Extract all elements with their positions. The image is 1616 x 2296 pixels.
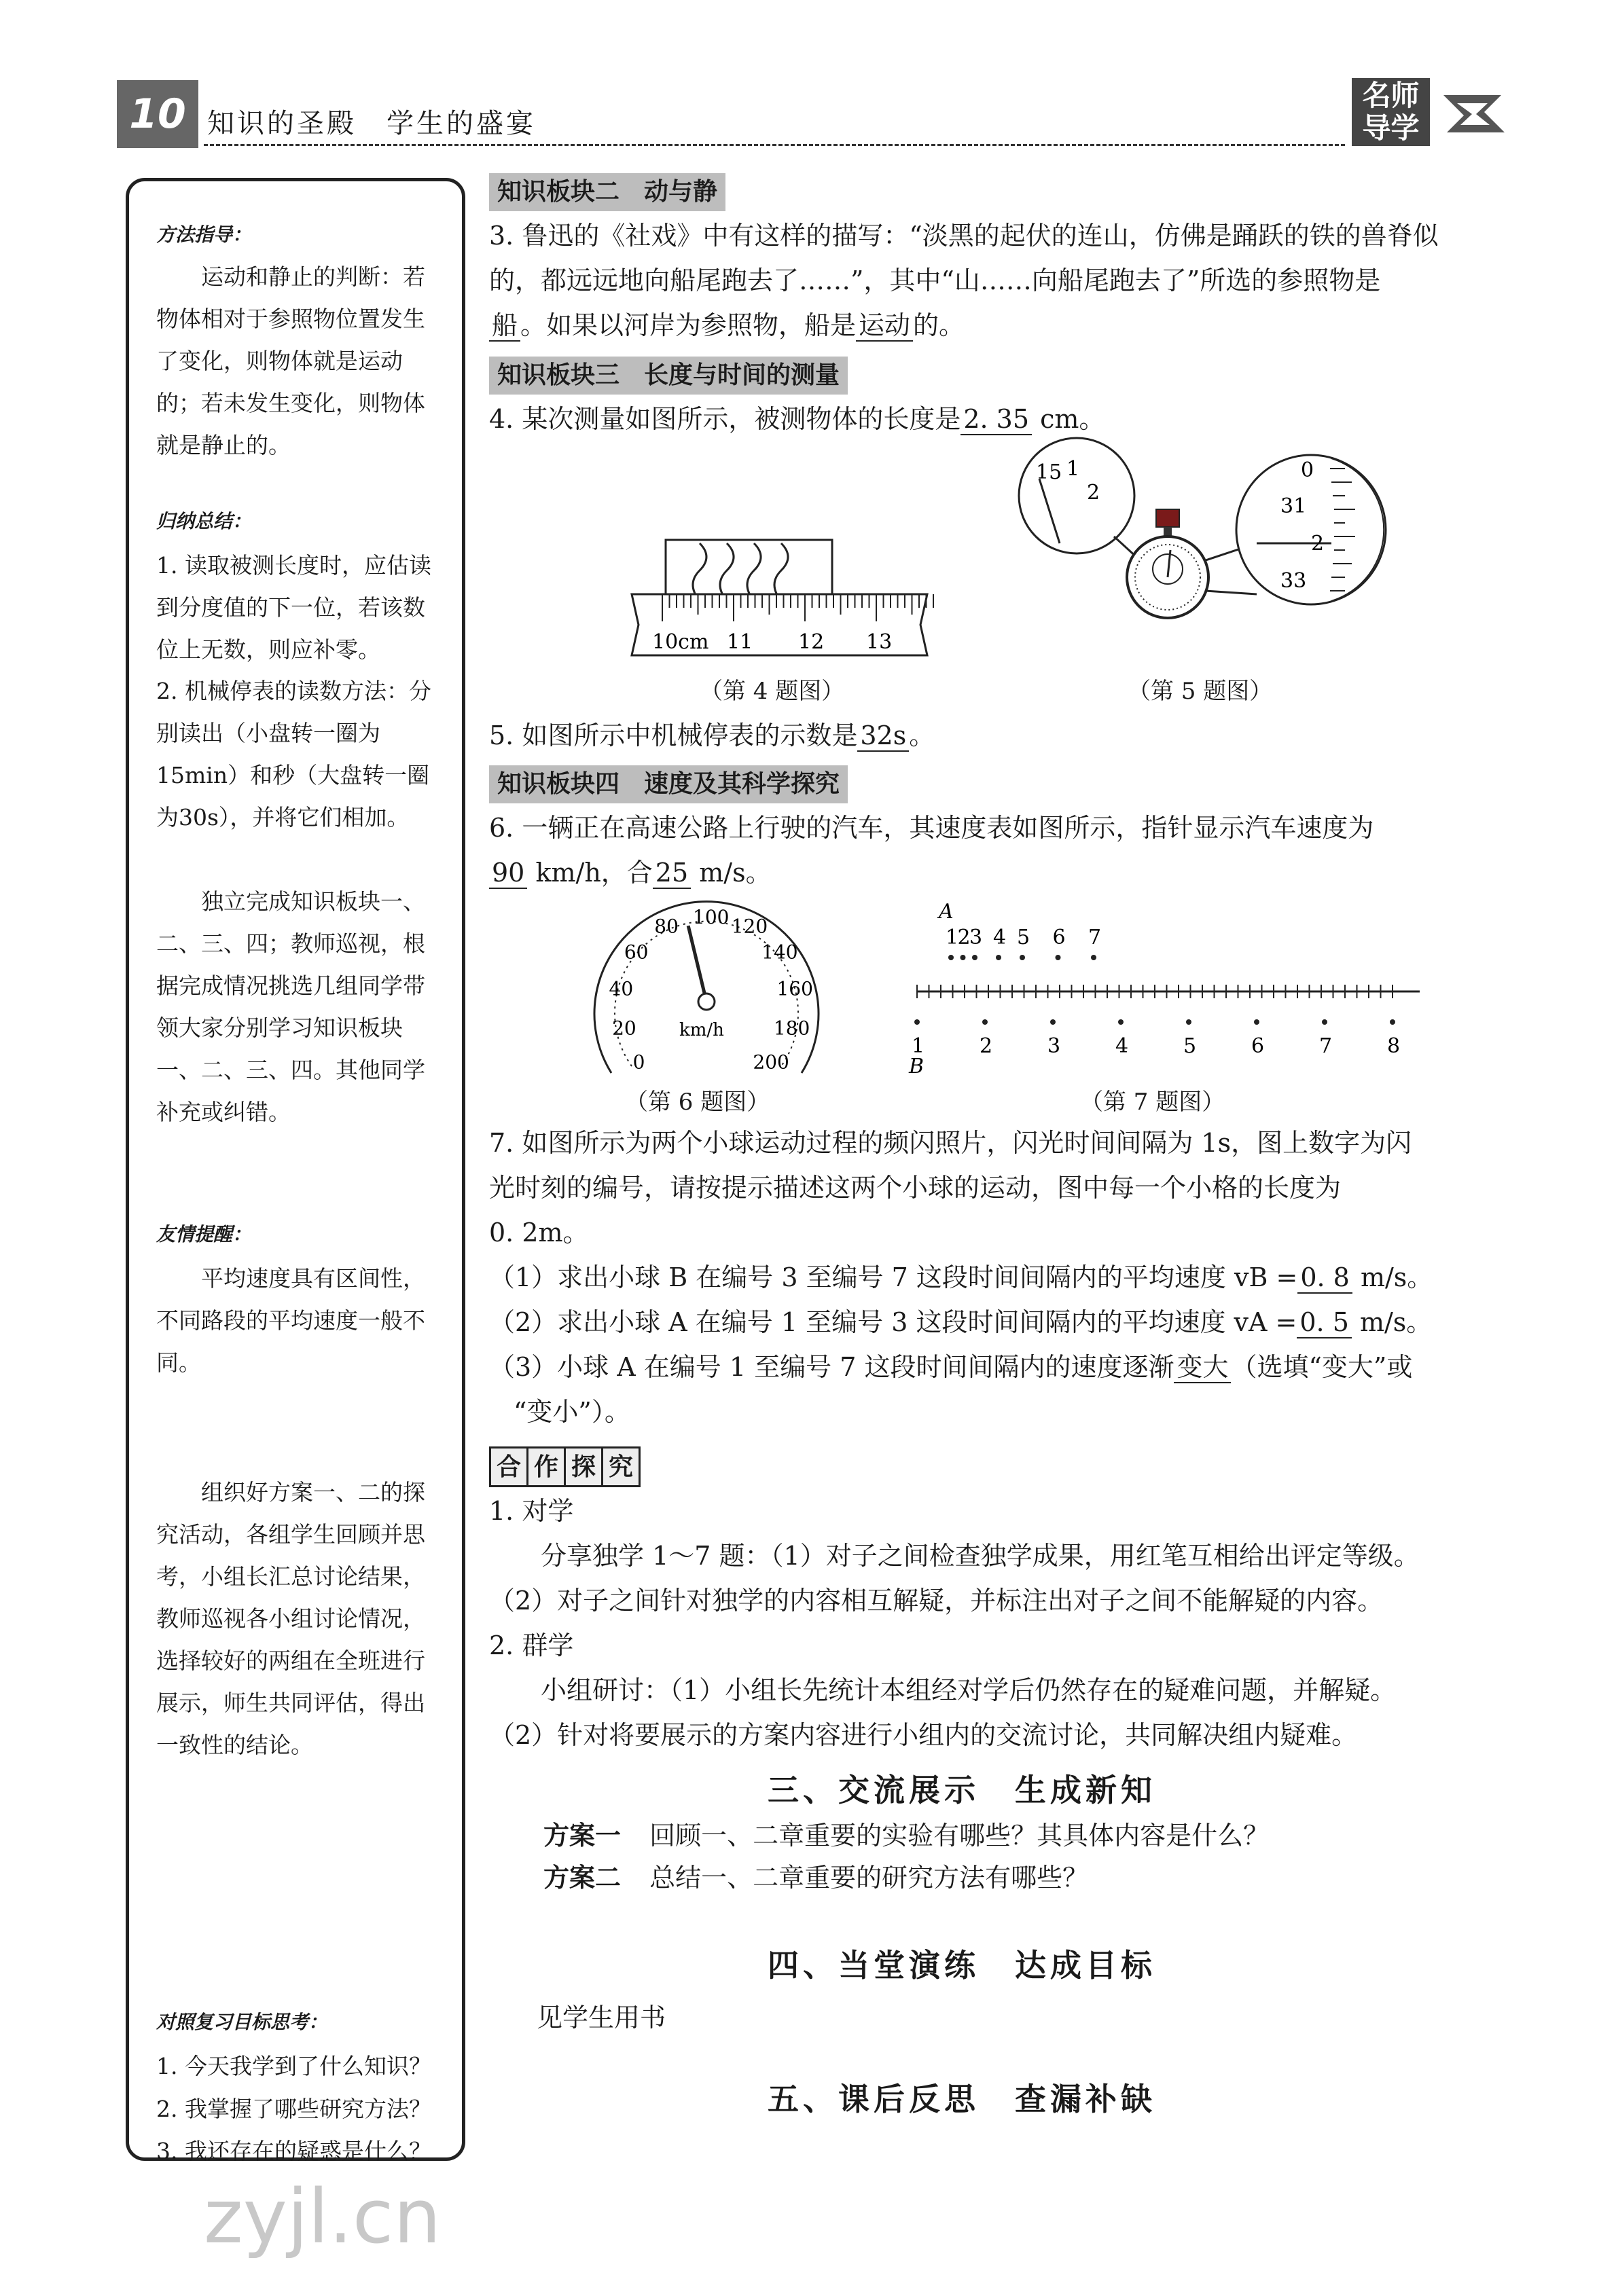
c2-title: 2. 群学 — [489, 1630, 574, 1660]
speedometer-label: 200 — [753, 1051, 789, 1074]
strobe-a-point — [1056, 955, 1061, 960]
strobe-a-number: 3 — [969, 926, 983, 949]
watch-big-33: 33 — [1280, 569, 1307, 593]
q7-line-2: 光时刻的编号，请按提示描述这两个小球的运动，图中每一个小格的长度为 — [489, 1173, 1342, 1203]
q6-line-1: 6. 一辆正在高速公路上行驶的汽车，其速度表如图所示，指针显示汽车速度为 — [489, 813, 1374, 843]
strobe-a-number: 5 — [1017, 926, 1030, 949]
watch-big-31: 31 — [1280, 494, 1307, 518]
q3-text-c: 。如果以河岸为参照物，船是 — [520, 310, 857, 340]
plan-2-text: 总结一、二章重要的研究方法有哪些？ — [649, 1863, 1089, 1893]
strobe-b-point — [1118, 1019, 1124, 1025]
strobe-b-number: 3 — [1047, 1034, 1061, 1058]
q7-sub-3 — [489, 1345, 1522, 1389]
c2-text: 小组研讨：（1）小组长先统计本组经对学后仍然存在的疑难问题，并解疑。 — [541, 1675, 1397, 1705]
c1-text-2: （2）对子之间针对独学的内容相互解疑，并标注出对子之间不能解疑的内容。 — [489, 1586, 1384, 1616]
speedometer-label: 0 — [632, 1051, 645, 1074]
fig7-caption: （第 7 题图） — [1080, 1089, 1225, 1116]
q4-answer: 2. 35 — [960, 404, 1032, 435]
speedometer-label: 40 — [609, 977, 634, 1000]
fig4-caption: （第 4 题图） — [700, 678, 845, 705]
hezuo-char-2: 作 — [528, 1448, 566, 1485]
q7-sub-3-line-2: “变小”）。 — [514, 1397, 630, 1427]
summary-item-1: 1. 读取被测长度时，应估读到分度值的下一位，若该数位上无数，则应补零。 — [156, 552, 431, 663]
c1-title: 1. 对学 — [489, 1496, 574, 1526]
q3-text-d: 的。 — [913, 310, 965, 340]
strobe-b-point — [1322, 1019, 1327, 1025]
strobe-a-point — [972, 955, 977, 960]
q4-text: 4. 某次测量如图所示，被测物体的长度是 — [489, 404, 961, 434]
ruler-label-12: 12 — [798, 630, 825, 654]
header-title: 知识的圣殿 学生的盛宴 — [207, 108, 536, 139]
hezuo-char-4: 究 — [603, 1448, 639, 1485]
speedometer-label: 80 — [654, 915, 679, 938]
q5-line — [489, 713, 1522, 758]
q3-line-2: 的，都远远地向船尾跑去了……”，其中“山……向船尾跑去了”所选的参照物是 — [489, 266, 1381, 295]
method-title: 方法指导： — [156, 223, 252, 246]
speedometer-label: 160 — [776, 977, 813, 1000]
fig7-label-b: B — [909, 1055, 924, 1078]
plan-2 — [543, 1857, 1088, 1894]
strobe-a-point — [960, 955, 966, 960]
watch-small-15: 15 — [1036, 460, 1062, 484]
speedometer-label: 140 — [761, 941, 798, 964]
section-4-text: 见学生用书 — [537, 2003, 666, 2033]
summary-item-2: 2. 机械停表的读数方法：分别读出（小盘转一圈为15min）和秒（大盘转一圈为30s），并将它们相加。 — [156, 678, 431, 831]
ruler-figure — [625, 530, 937, 666]
c1-text: 分享独学 1～7 题：（1）对子之间检查独学成果，用红笔互相给出评定等级。 — [541, 1541, 1420, 1571]
strobe-b-number: 4 — [1115, 1034, 1129, 1058]
q7-sub-1 — [489, 1255, 1522, 1300]
plan-1 — [543, 1815, 1269, 1852]
hezuo-char-1: 合 — [491, 1448, 528, 1485]
speedometer-label: 180 — [773, 1017, 810, 1040]
strobe-b-number: 1 — [912, 1034, 925, 1058]
q5-end: 。 — [909, 721, 935, 750]
q7-sub-2-unit: m/s。 — [1359, 1307, 1433, 1337]
strobe-b-number: 8 — [1387, 1034, 1401, 1058]
hezuo-char-3: 探 — [566, 1448, 603, 1485]
strobe-b-number: 5 — [1183, 1034, 1197, 1058]
q3-line-3 — [489, 303, 1522, 348]
q7-sub-3-text: （3）小球 A 在编号 1 至编号 7 这段时间间隔内的速度逐渐 — [489, 1352, 1174, 1382]
strobe-a-number: 7 — [1088, 926, 1102, 949]
strobe-b-point — [914, 1019, 920, 1025]
speedometer-figure — [584, 890, 829, 1080]
section-5-title: 五、课后反思 查漏补缺 — [768, 2081, 1156, 2117]
review-item-1: 1. 今天我学到了什么知识？ — [156, 2053, 431, 2079]
ruler-label-11: 11 — [727, 630, 753, 654]
strobe-figure — [897, 890, 1426, 1087]
review-item-2: 2. 我掌握了哪些研究方法？ — [156, 2096, 431, 2122]
q7-sub-2-text: （2）求出小球 A 在编号 1 至编号 3 这段时间间隔内的平均速度 vA = — [489, 1307, 1297, 1337]
q3-line-1: 3. 鲁迅的《社戏》中有这样的描写：“淡黑的起伏的连山，仿佛是踊跃的铁的兽脊似 — [489, 221, 1439, 251]
teacher-note: 独立完成知识板块一、二、三、四；教师巡视，根据完成情况挑选几组同学带领大家分别学习知识板块一、二、三、四。其他同学补充或纠错。 — [156, 888, 425, 1125]
strobe-b-number: 6 — [1251, 1034, 1265, 1058]
group-note: 组织好方案一、二的探究活动，各组学生回顾并思考，小组长汇总讨论结果，教师巡视各小组讨论情况，选择较好的两组在全班进行展示，师生共同评估，得出一致性的结论。 — [156, 1479, 425, 1758]
ruler-label-10: 10cm — [652, 630, 709, 654]
review-item-3: 3. 我还存在的疑惑是什么？ — [156, 2138, 431, 2164]
strobe-a-number: 2 — [957, 926, 971, 949]
speedometer-label: 100 — [693, 906, 730, 928]
sidebar-panel — [126, 178, 465, 2164]
strobe-b-point — [1390, 1019, 1395, 1025]
stopwatch-figure — [1012, 435, 1393, 666]
fig5-caption: （第 5 题图） — [1128, 678, 1273, 705]
plan-2-label: 方案二 — [543, 1863, 622, 1893]
q7-sub-1-answer: 0. 8 — [1297, 1262, 1352, 1294]
q7-sub-1-unit: m/s。 — [1360, 1262, 1433, 1292]
section-4-title: 四、当堂演练 达成目标 — [768, 1947, 1156, 1984]
c2-text-2: （2）针对将要展示的方案内容进行小组内的交流讨论，共同解决组内疑难。 — [489, 1720, 1358, 1750]
speedometer-label: 120 — [731, 915, 768, 938]
strobe-a-number: 1 — [946, 926, 959, 949]
tip-title: 友情提醒： — [156, 1223, 252, 1245]
q5-answer: 32s — [857, 721, 909, 752]
q7-line-3: 0. 2m。 — [489, 1218, 589, 1247]
q5-text: 5. 如图所示中机械停表的示数是 — [489, 721, 858, 750]
q6-answer-2: 25 — [653, 858, 691, 889]
q7-sub-3-answer: 变大 — [1174, 1352, 1231, 1383]
block-2-tag: 知识板块二 动与静 — [489, 173, 725, 211]
header-divider — [204, 144, 1345, 146]
plan-1-text: 回顾一、二章重要的实验有哪些？其具体内容是什么？ — [649, 1821, 1270, 1851]
block-4-tag: 知识板块四 速度及其科学探究 — [489, 765, 848, 803]
q6-answer-1: 90 — [489, 858, 527, 889]
q7-sub-1-text: （1）求出小球 B 在编号 3 至编号 7 这段时间间隔内的平均速度 vB = — [489, 1262, 1298, 1292]
page-number: 10 — [117, 80, 198, 148]
summary-title: 归纳总结： — [156, 510, 252, 532]
ruler-label-13: 13 — [866, 630, 893, 654]
q3-answer-2: 运动 — [856, 310, 913, 342]
brand-logo-icon — [1437, 81, 1511, 146]
watch-big-0: 0 — [1301, 458, 1314, 482]
speedometer-unit: km/h — [679, 1020, 724, 1040]
watch-big-2: 2 — [1311, 532, 1325, 555]
method-text: 运动和静止的判断：若物体相对于参照物位置发生了变化，则物体就是运动的；若未发生变化，则物体就是静止的。 — [156, 263, 425, 458]
review-title: 对照复习目标思考： — [156, 2011, 328, 2033]
watermark: zyjl.cn — [204, 2173, 442, 2260]
section-3-title: 三、交流展示 生成新知 — [768, 1772, 1156, 1808]
brand-label: 名师导学 — [1352, 78, 1430, 146]
block-3-tag: 知识板块三 长度与时间的测量 — [489, 357, 848, 395]
q6-line-2 — [489, 850, 1522, 895]
q6-text-b: km/h，合 — [535, 858, 653, 888]
fig7-label-a: A — [939, 900, 954, 924]
strobe-b-number: 2 — [980, 1034, 993, 1058]
speedometer-label: 60 — [624, 941, 649, 964]
watch-small-2: 2 — [1087, 481, 1100, 505]
strobe-b-point — [982, 1019, 988, 1025]
q3-answer-1: 船 — [489, 310, 520, 342]
strobe-a-point — [1020, 955, 1025, 960]
strobe-a-number: 6 — [1052, 926, 1066, 949]
q6-text-c: m/s。 — [699, 858, 772, 888]
q7-sub-2-answer: 0. 5 — [1297, 1307, 1352, 1338]
plan-1-label: 方案一 — [543, 1821, 622, 1851]
q7-sub-2 — [489, 1300, 1522, 1345]
speedometer-label: 20 — [612, 1017, 636, 1040]
fig6-caption: （第 6 题图） — [625, 1089, 770, 1116]
strobe-a-point — [1091, 955, 1096, 960]
hezuo-badge — [489, 1444, 1522, 1489]
tip-text: 平均速度具有区间性，不同路段的平均速度一般不同。 — [156, 1265, 425, 1376]
strobe-b-number: 7 — [1319, 1034, 1333, 1058]
q4-unit: cm。 — [1040, 404, 1105, 434]
strobe-a-point — [996, 955, 1001, 960]
q7-line-1: 7. 如图所示为两个小球运动过程的频闪照片，闪光时间间隔为 1s，图上数字为闪 — [489, 1128, 1412, 1158]
strobe-b-point — [1186, 1019, 1191, 1025]
watch-small-1: 1 — [1066, 457, 1080, 481]
strobe-a-point — [948, 955, 954, 960]
strobe-b-point — [1050, 1019, 1056, 1025]
q7-sub-3-end: （选填“变大”或 — [1231, 1352, 1413, 1382]
strobe-b-point — [1254, 1019, 1259, 1025]
strobe-a-number: 4 — [993, 926, 1007, 949]
